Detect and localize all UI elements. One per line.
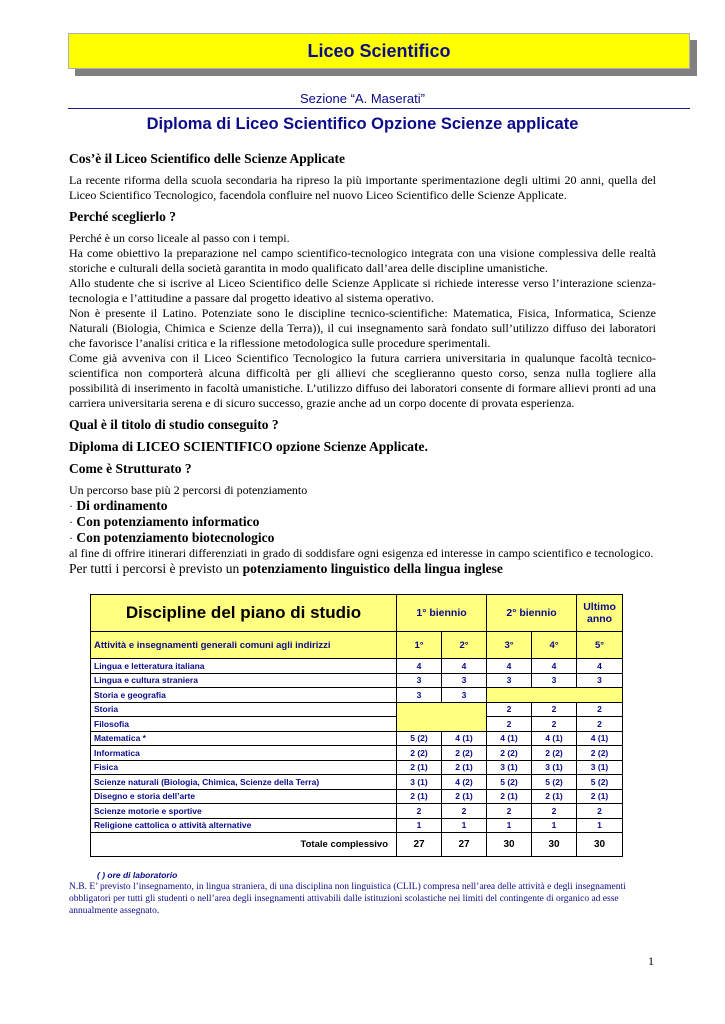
header-title: Liceo Scientifico	[307, 41, 451, 61]
hours-cell: 3 (1)	[532, 760, 577, 775]
hours-cell: 2	[487, 804, 532, 819]
bullet-item: · Con potenziamento informatico	[69, 514, 260, 529]
page-number: 1	[648, 954, 654, 968]
table-row	[91, 746, 623, 761]
hours-cell: 3	[487, 673, 532, 688]
hours-cell: 2 (1)	[487, 789, 532, 804]
total-cell: 30	[577, 833, 623, 857]
year-header: 5°	[577, 632, 623, 659]
diploma-title: Diploma di Liceo Scientifico Opzione Scienze applicate	[146, 115, 579, 133]
hours-cell: 2	[532, 804, 577, 819]
table-row	[91, 789, 623, 804]
hours-cell: 2 (2)	[577, 746, 623, 761]
empty-yellow-cell	[487, 688, 623, 703]
table-row	[91, 702, 623, 717]
header-biennio-1: 1° biennio	[397, 595, 487, 632]
answer-3: Diploma di LICEO SCIENTIFICO opzione Scienze Applicate.	[69, 439, 428, 454]
paragraph-2-line: Allo studente che si iscrive al Liceo Scientifico delle Scienze Applicate si richiede interesse verso l’interazione scienza-tecnologia e l’attitudine a passare dal progetto ideativo al sistema operativo.	[69, 276, 656, 305]
hours-cell: 3	[577, 673, 623, 688]
hours-cell: 2	[577, 717, 623, 732]
subject-name: Informatica	[91, 746, 397, 761]
total-cell: 30	[532, 833, 577, 857]
hours-cell: 3	[442, 688, 487, 703]
hours-cell: 3 (1)	[487, 760, 532, 775]
total-cell: 27	[397, 833, 442, 857]
header-ultimo-anno: Ultimo anno	[577, 595, 623, 632]
hours-cell: 2 (1)	[397, 789, 442, 804]
empty-yellow-cell	[397, 702, 487, 731]
horizontal-rule	[68, 108, 690, 109]
hours-cell: 3 (1)	[397, 775, 442, 790]
hours-cell: 4 (1)	[577, 731, 623, 746]
hours-cell: 3	[442, 673, 487, 688]
hours-cell: 1	[532, 818, 577, 833]
subject-name: Disegno e storia dell’arte	[91, 789, 397, 804]
year-header: 3°	[487, 632, 532, 659]
bullet-item: · Di ordinamento	[69, 498, 168, 513]
hours-cell: 2	[532, 717, 577, 732]
total-cell: 30	[487, 833, 532, 857]
bullet-item: · Con potenziamento biotecnologico	[69, 530, 275, 545]
hours-cell: 2 (2)	[442, 746, 487, 761]
hours-cell: 2	[397, 804, 442, 819]
subject-name: Scienze naturali (Biologia, Chimica, Scienze della Terra)	[91, 775, 397, 790]
subject-name: Storia e geografia	[91, 688, 397, 703]
paragraph-5: al fine di offrire itinerari differenziati in grado di soddisfare ogni esigenza ed interesse in campo scientifico e tecnologico.	[69, 546, 654, 560]
bullet-marker: ·	[69, 531, 73, 545]
hours-cell: 4	[397, 659, 442, 674]
hours-cell: 2 (1)	[442, 760, 487, 775]
hours-cell: 2	[487, 702, 532, 717]
header-banner	[68, 33, 690, 69]
total-row	[91, 833, 623, 857]
clil-note: N.B. E’ previsto l’insegnamento, in lingua straniera, di una disciplina non linguistica (CLIL) compresa nell’area delle attività e degli insegnamenti obbligatori per tutti gli studenti o nell’area degli insegnamenti attivabili dalle istituzioni scolastiche nei limiti del contingente di organico ad esse annualmente assegnato.	[69, 882, 626, 916]
hours-cell: 3 (1)	[577, 760, 623, 775]
hours-cell: 5 (2)	[397, 731, 442, 746]
bullet-marker: ·	[69, 499, 73, 513]
hours-cell: 4	[577, 659, 623, 674]
document-body	[69, 151, 656, 577]
subject-name: Religione cattolica o attività alternative	[91, 818, 397, 833]
hours-cell: 4	[532, 659, 577, 674]
question-heading-1: Cos’è il Liceo Scientifico delle Scienze Applicate	[69, 151, 345, 166]
paragraph-2-line: Non è presente il Latino. Potenziate sono le discipline tecnico-scientifiche: Matematica, Fisica, Informatica, Scienze Naturali (Biologia, Chimica e Scienze della Terra)), il cui insegnamento sarà fondato sull’utilizzo diffuso dei laboratori che favorisce l’analisi critica e la riflessione metodologica sulle procedure sperimentali.	[69, 306, 656, 350]
hours-cell: 4 (1)	[487, 731, 532, 746]
subject-name: Lingua e letteratura italiana	[91, 659, 397, 674]
table-row	[91, 775, 623, 790]
hours-cell: 1	[397, 818, 442, 833]
hours-cell: 2	[487, 717, 532, 732]
hours-cell: 5 (2)	[532, 775, 577, 790]
hours-cell: 2 (1)	[577, 789, 623, 804]
table-row	[91, 717, 623, 732]
paragraph-6: Per tutti i percorsi è previsto un potenziamento linguistico della lingua inglese	[69, 561, 503, 576]
hours-cell: 1	[487, 818, 532, 833]
hours-cell: 1	[577, 818, 623, 833]
year-header: 2°	[442, 632, 487, 659]
bullet-marker: ·	[69, 515, 73, 529]
curriculum-table	[90, 594, 623, 857]
hours-cell: 5 (2)	[487, 775, 532, 790]
subject-name: Matematica *	[91, 731, 397, 746]
paragraph-1: La recente riforma della scuola secondaria ha ripreso la più importante sperimentazione degli ultimi 20 anni, quella del Liceo Scientifico Tecnologico, facendola confluire nel nuovo Liceo Scientifico delle Scienze Applicate.	[69, 173, 656, 202]
table-row	[91, 673, 623, 688]
subject-name: Fisica	[91, 760, 397, 775]
hours-cell: 2	[532, 702, 577, 717]
paragraph-2-line: Perché è un corso liceale al passo con i tempi.	[69, 231, 290, 245]
hours-cell: 4 (2)	[442, 775, 487, 790]
hours-cell: 2 (2)	[532, 746, 577, 761]
paragraph-2-line: Come già avveniva con il Liceo Scientifico Tecnologico la futura carriera universitaria in qualunque facoltà tecnico-scientifica non comporterà alcuna difficoltà per gli allievi che sceglieranno questo corso, senza nulla togliere alla possibilità di inserimento in facoltà umanistiche. L’utilizzo diffuso dei laboratori consente di formare allievi pronti ad una carriera universitaria serena e di sicuro successo, grazie anche ad un corpo docente di provata esperienza.	[69, 351, 656, 410]
subheader-label: Attività e insegnamenti generali comuni agli indirizzi	[91, 632, 397, 659]
section-subtitle: Sezione “A. Maserati”	[300, 91, 425, 106]
question-heading-2: Perché sceglierlo ?	[69, 209, 176, 224]
hours-cell: 2	[442, 804, 487, 819]
paragraph-4: Un percorso base più 2 percorsi di potenziamento	[69, 483, 308, 497]
year-header: 4°	[532, 632, 577, 659]
hours-cell: 2 (1)	[442, 789, 487, 804]
subject-name: Lingua e cultura straniera	[91, 673, 397, 688]
subject-name: Filosofia	[91, 717, 397, 732]
total-label: Totale complessivo	[91, 833, 397, 857]
hours-cell: 5 (2)	[577, 775, 623, 790]
table-row	[91, 659, 623, 674]
paragraph-2-line: Ha come obiettivo la preparazione nel campo scientifico-tecnologico integrata con una visione complessiva delle realtà storiche e culturali della società garantita in modo qualificato dall’area delle discipline umanistiche.	[69, 246, 656, 275]
hours-cell: 2	[577, 804, 623, 819]
hours-cell: 2 (1)	[397, 760, 442, 775]
hours-cell: 4	[442, 659, 487, 674]
hours-cell: 2 (1)	[532, 789, 577, 804]
table-row	[91, 804, 623, 819]
question-heading-3: Qual è il titolo di studio conseguito ?	[69, 417, 279, 432]
subject-name: Storia	[91, 702, 397, 717]
table-title: Discipline del piano di studio	[91, 595, 397, 632]
question-heading-4: Come è Strutturato ?	[69, 461, 192, 476]
hours-cell: 3	[397, 673, 442, 688]
hours-cell: 3	[532, 673, 577, 688]
table-row	[91, 688, 623, 703]
hours-cell: 1	[442, 818, 487, 833]
table-row	[91, 760, 623, 775]
hours-cell: 3	[397, 688, 442, 703]
year-header: 1°	[397, 632, 442, 659]
subject-name: Scienze motorie e sportive	[91, 804, 397, 819]
hours-cell: 2	[577, 702, 623, 717]
total-cell: 27	[442, 833, 487, 857]
header-biennio-2: 2° biennio	[487, 595, 577, 632]
hours-cell: 4 (1)	[442, 731, 487, 746]
hours-cell: 2 (2)	[397, 746, 442, 761]
table-row	[91, 818, 623, 833]
lab-hours-footnote: ( ) ore di laboratorio	[97, 870, 178, 880]
hours-cell: 4	[487, 659, 532, 674]
hours-cell: 4 (1)	[532, 731, 577, 746]
table-row	[91, 731, 623, 746]
hours-cell: 2 (2)	[487, 746, 532, 761]
